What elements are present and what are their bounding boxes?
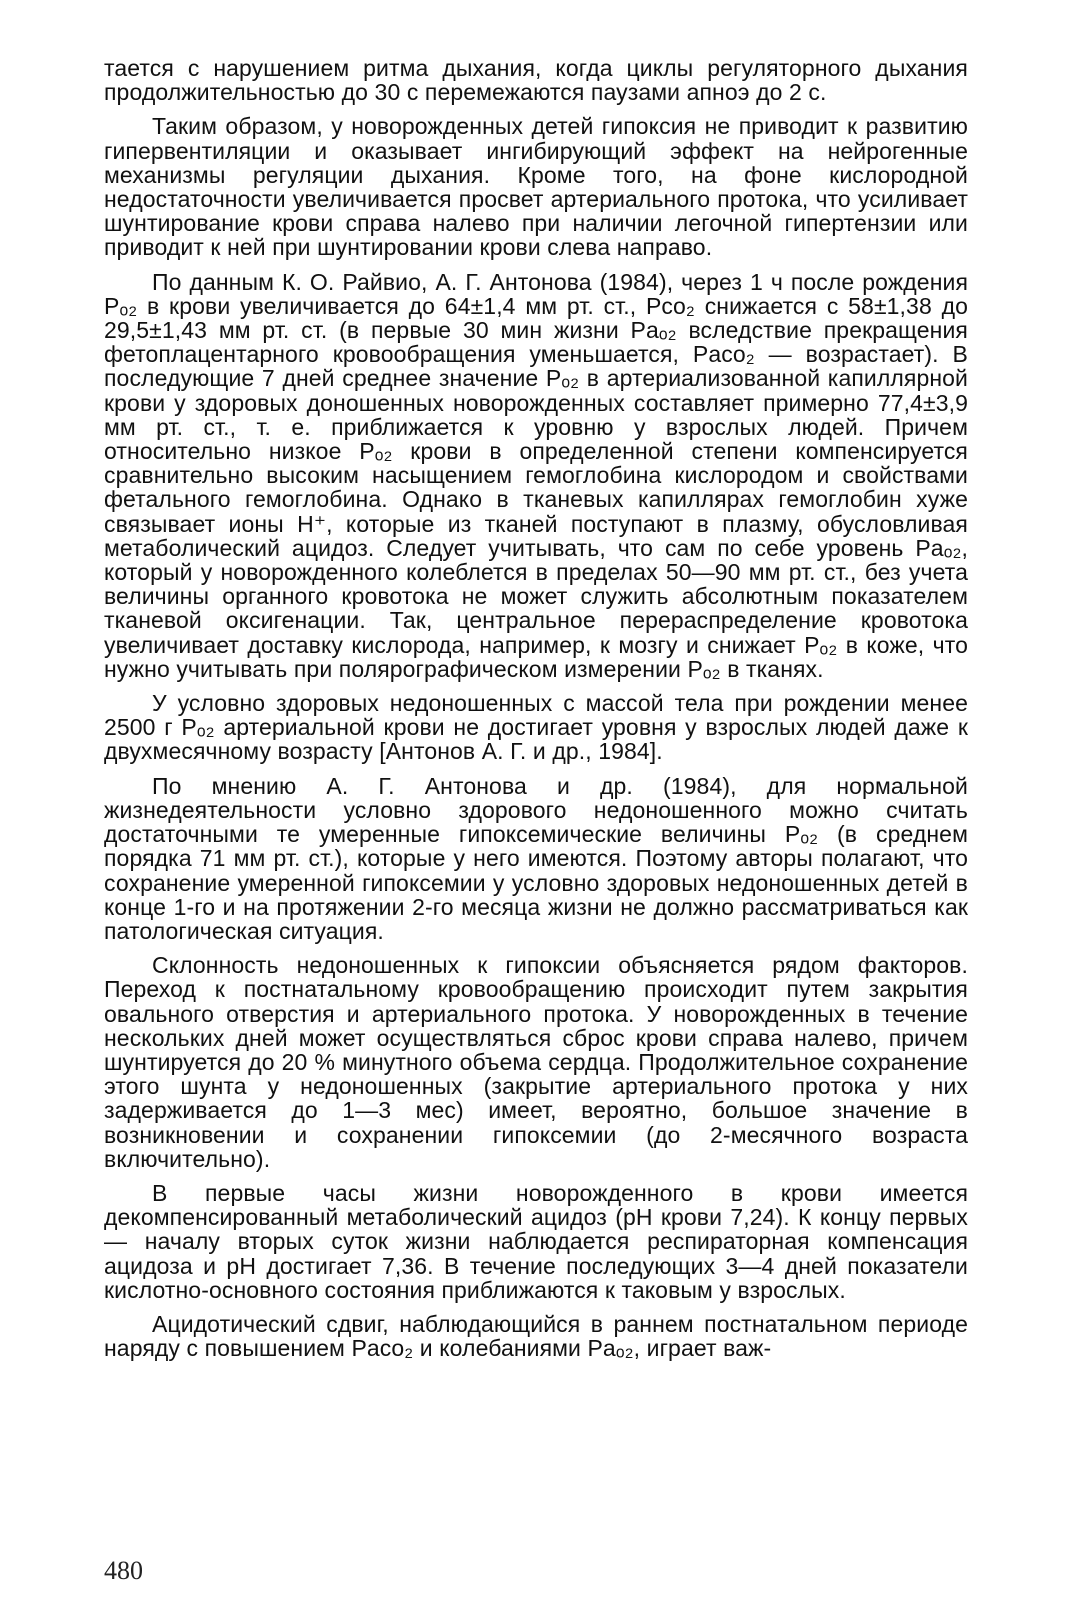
page-body <box>104 56 968 1370</box>
paragraph-5: По мнению А. Г. Антонова и др. (1984), для нормальной жизнедеятельности условно здорового недоношенного можно считать достаточными те умеренные гипоксемические величины Pₒ₂ (в среднем порядка 71 мм рт. ст.), которые у него имеются. Поэтому авторы полагают, что сохранение умеренной гипоксемии у условно здоровых недоношенных детей в конце 1-го и на протяжении 2-го месяца жизни не должно рассматриваться как патологическая ситуация. <box>104 772 968 944</box>
paragraph-7: В первые часы жизни новорожденного в крови имеется декомпенсированный метаболический ацидоз (pH крови 7,24). К концу первых — началу вторых суток жизни наблюдается респираторная компенсация ацидоза и pH достигает 7,36. В течение последующих 3—4 дней показатели кислотно-основного состояния приближаются к таковым у взрослых. <box>104 1179 968 1303</box>
paragraph-1: тается с нарушением ритма дыхания, когда циклы регуляторного дыхания продолжительностью до 30 с перемежаются паузами апноэ до 2 с. <box>104 55 968 106</box>
paragraph-4: У условно здоровых недоношенных с массой тела при рождении менее 2500 г Pₒ₂ артериальной крови не достигает уровня у взрослых людей даже к двухмесячному возрасту [Антонов А. Г. и др., 1984]. <box>104 690 968 765</box>
paragraph-2: Таким образом, у новорожденных детей гипоксия не приводит к развитию гипервентиляции и оказывает ингибирующий эффект на нейрогенные механизмы регуляции дыхания. Кроме того, на фоне кислородной недостаточности увеличивается просвет артериального протока, что усиливает шунтирование крови справа налево при наличии легочной гипертензии или приводит к ней при шунтировании крови слева направо. <box>104 113 968 261</box>
page-number: 480 <box>104 1556 143 1585</box>
paragraph-6: Склонность недоношенных к гипоксии объясняется рядом факторов. Переход к постнатальному кровообращению происходит путем закрытия овального отверстия и артериального протока. У новорожденных в течение нескольких дней может осуществляться сброс крови справа налево, причем шунтируется до 20 % минутного объема сердца. Продолжительное сохранение этого шунта у недоношенных (закрытие артериального протока у них задерживается до 1—3 мес) имеет, вероятно, большое значение в возникновении и сохранении гипоксемии (до 2-месячного возраста включительно). <box>104 952 968 1172</box>
paragraph-8: Ацидотический сдвиг, наблюдающийся в раннем постнатальном периоде наряду с повышением Paco₂ и колебаниями Paₒ₂, играет важ- <box>104 1310 968 1362</box>
paragraph-3: По данным К. О. Райвио, А. Г. Антонова (1984), через 1 ч после рождения Pₒ₂ в крови увеличивается до 64±1,4 мм рт. ст., Pco₂ снижается с 58±1,38 до 29,5±1,43 мм рт. ст. (в первые 30 мин жизни Paₒ₂ вследствие прекращения фетоплацентарного кровообращения уменьшается, Paco₂ — возрастает). В последующие 7 дней среднее значение Pₒ₂ в артериализованной капиллярной крови у здоровых доношенных новорожденных составляет примерно 77,4±3,9 мм рт. ст., т. е. приближается к уровню у взрослых людей. Причем относительно низкое Pₒ₂ крови в определенной степени компенсируется сравнительно высоким насыщением гемоглобина кислородом и свойствами фетального гемоглобина. Однако в тканевых капиллярах гемоглобин хуже связывает ионы H⁺, которые из тканей поступают в плазму, обусловливая метаболический ацидоз. Следует учитывать, что сам по себе уровень Paₒ₂, который у новорожденного колеблется в пределах 50—90 мм рт. ст., без учета величины органного кровотока не может служить абсолютным показателем тканевой оксигенации. Так, центральное перераспределение кровотока увеличивает доставку кислорода, например, к мозгу и снижает Pₒ₂ в коже, что нужно учитывать при полярографическом измерении Pₒ₂ в тканях. <box>104 268 968 682</box>
